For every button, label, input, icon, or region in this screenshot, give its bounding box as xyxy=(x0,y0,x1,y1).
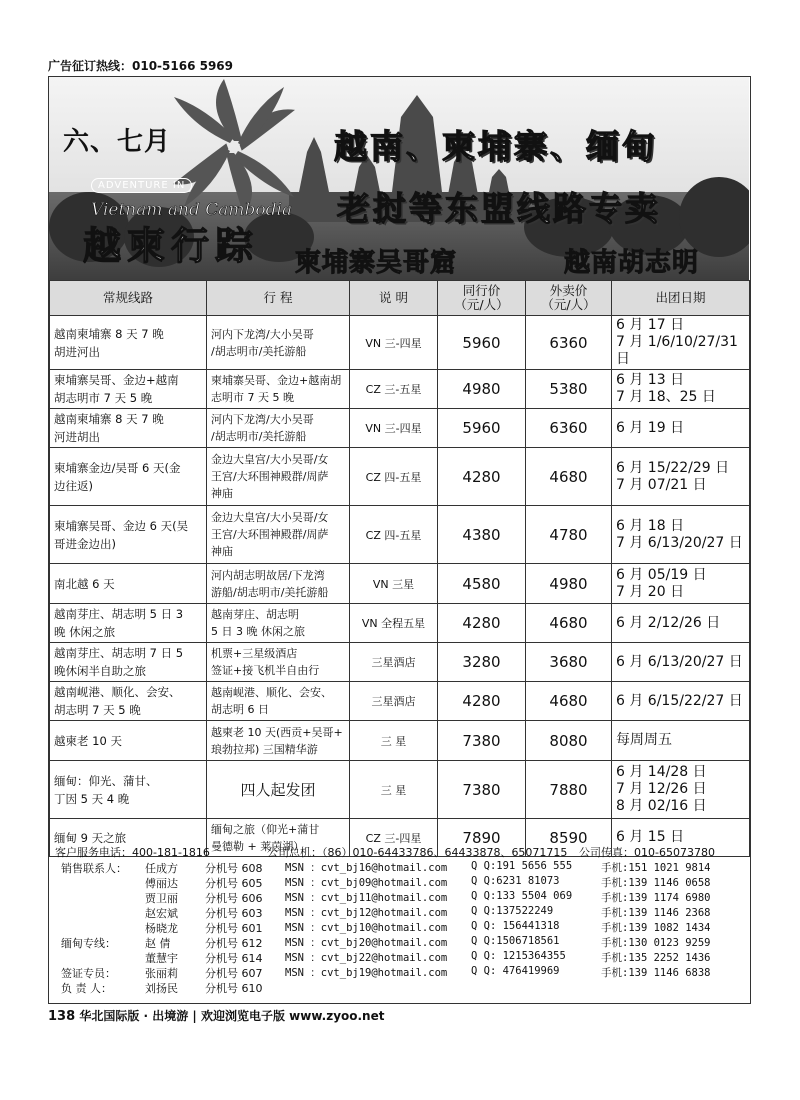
contact-name: 赵宏斌 xyxy=(145,907,178,920)
company-phones xyxy=(49,844,749,859)
contact-msn: MSN ：cvt_bj10@hotmail.com xyxy=(285,922,448,934)
contact-ext: 分机号 607 xyxy=(205,967,263,980)
sales-label: 销售联系人： xyxy=(61,862,127,875)
contact-msn: MSN ：cvt_bj12@hotmail.com xyxy=(285,907,448,919)
contact-name: 杨晓龙 xyxy=(145,922,178,935)
contact-mobile: 手机:151 1021 9814 xyxy=(601,862,711,874)
contact-ext: 分机号 612 xyxy=(205,937,263,950)
contact-msn: MSN ：cvt_bj09@hotmail.com xyxy=(285,877,448,889)
table-row: 越南岘港、顺化、会安、 胡志明 7 天 5 晚 越南岘港、顺化、会安、 胡志明 6 日 三星酒店 4280 4680 6 月 6/15/22/27 日 xyxy=(50,682,750,721)
myanmar-label: 缅甸专线： xyxy=(61,937,116,950)
contact-qq: Q Q:6231 81073 xyxy=(471,875,560,887)
fax: 公司传真：010-65073780 xyxy=(579,846,715,859)
contact-row xyxy=(49,875,749,890)
contact-ext: 分机号 601 xyxy=(205,922,263,935)
table-row: 越南柬埔寨 8 天 7 晚 胡进河出 河内下龙湾/大小吴哥 /胡志明市/美托游船 VN 三-四星 5960 6360 6 月 17 日 7 月 1/6/10/27/31 日 xyxy=(50,316,750,370)
footer-text: 华北国际版 · 出境游 | 欢迎浏览电子版 www.zyoo.net xyxy=(79,1009,385,1023)
header-itinerary: 行 程 xyxy=(207,281,350,316)
contact-ext: 分机号 605 xyxy=(205,877,263,890)
visa-label: 签证专员： xyxy=(61,967,116,980)
table-header-row xyxy=(50,281,750,316)
contact-mobile: 手机:135 2252 1436 xyxy=(601,952,711,964)
contact-mobile: 手机:139 1146 0658 xyxy=(601,877,711,889)
contact-row xyxy=(49,860,749,875)
table-row: 缅甸：仰光、蒲甘、 丁因 5 天 4 晚 四人起发团 三 星 7380 7880 6 月 14/28 日 7 月 12/26 日 8 月 02/16 日 xyxy=(50,761,750,819)
contact-name: 刘扬民 xyxy=(145,982,178,995)
header-dates: 出团日期 xyxy=(612,281,750,316)
adventure-badge: ADVENTURE IN xyxy=(91,178,192,193)
contact-row xyxy=(49,935,749,950)
contact-row xyxy=(49,905,749,920)
table-row: 越南芽庄、胡志明 7 日 5 晚休闲半自助之旅 机票+三星级酒店 签证+接飞机半自由行 三星酒店 3280 3680 6 月 6/13/20/27 日 xyxy=(50,643,750,682)
contact-qq: Q Q: 476419969 xyxy=(471,965,560,977)
contact-mobile: 手机:139 1146 6838 xyxy=(601,967,711,979)
contact-name: 任成方 xyxy=(145,862,178,875)
contact-row xyxy=(49,950,749,965)
contact-ext: 分机号 614 xyxy=(205,952,263,965)
sunburst-logo xyxy=(166,79,302,215)
contact-qq: Q Q:137522249 xyxy=(471,905,554,917)
main-line: 公司总机：（86）010-64433786、64433878、65071715 xyxy=(267,846,568,859)
contact-mobile: 手机:130 0123 9259 xyxy=(601,937,711,949)
contact-name: 张丽莉 xyxy=(145,967,178,980)
contact-row xyxy=(49,965,749,980)
route-price-table xyxy=(49,280,750,857)
contact-qq: Q Q:191 5656 555 xyxy=(471,860,573,872)
contact-qq: Q Q:133 5504 069 xyxy=(471,890,573,902)
page-footer xyxy=(48,1007,384,1024)
contact-ext: 分机号 610 xyxy=(205,982,263,995)
contact-msn: MSN ：cvt_bj20@hotmail.com xyxy=(285,937,448,949)
header-trade-price: 同行价 （元/人） xyxy=(438,281,526,316)
table-row: 缅甸 9 天之旅 缅甸之旅（仰光+蒲甘 曼德勒 + 莱茵湖） CZ 三-四星 7890 8590 6 月 15 日 xyxy=(50,819,750,857)
subtitle-hochiminh: 越南胡志明 xyxy=(564,248,700,278)
header-route: 常规线路 xyxy=(50,281,207,316)
header-note: 说 明 xyxy=(350,281,438,316)
contact-row xyxy=(49,980,749,995)
contact-msn: MSN ：cvt_bj19@hotmail.com xyxy=(285,967,448,979)
table-row: 柬埔寨吴哥、金边+越南 胡志明市 7 天 5 晚 柬埔寨吴哥、金边+越南胡 志明市 7 天 5 晚 CZ 三-五星 4980 5380 6 月 13 日 7 月 18、25 日 xyxy=(50,370,750,409)
page-frame xyxy=(48,76,751,1004)
service-phone: 客户服务电话：400-181-1816 xyxy=(55,846,210,859)
contact-name: 董慧宇 xyxy=(145,952,178,965)
contact-row xyxy=(49,920,749,935)
headline-destinations: 越南、柬埔寨、缅甸 xyxy=(334,127,658,166)
contact-qq: Q Q: 1215364355 xyxy=(471,950,566,962)
month-label: 六、七月 xyxy=(63,127,172,157)
contact-mobile: 手机:139 1146 2368 xyxy=(601,907,711,919)
contact-qq: Q Q: 156441318 xyxy=(471,920,560,932)
contact-qq: Q Q:1506718561 xyxy=(471,935,560,947)
brand-logo-text: 越柬行踪 xyxy=(83,224,260,268)
contact-mobile: 手机:139 1082 1434 xyxy=(601,922,711,934)
table-row: 南北越 6 天 河内胡志明故居/下龙湾 游船/胡志明市/美托游船 VN 三星 4580 4980 6 月 05/19 日 7 月 20 日 xyxy=(50,564,750,604)
contact-row xyxy=(49,890,749,905)
contact-name: 傅丽达 xyxy=(145,877,178,890)
header-retail-price: 外卖价 （元/人） xyxy=(526,281,612,316)
banner xyxy=(49,77,749,281)
contact-name: 赵 倩 xyxy=(145,937,171,950)
headline-specialty: 老挝等东盟线路专卖 xyxy=(337,189,661,228)
manager-label: 负 责 人： xyxy=(61,982,112,995)
table-row: 越南柬埔寨 8 天 7 晚 河进胡出 河内下龙湾/大小吴哥 /胡志明市/美托游船 VN 三-四星 5960 6360 6 月 19 日 xyxy=(50,409,750,448)
contact-ext: 分机号 603 xyxy=(205,907,263,920)
contact-msn: MSN ：cvt_bj11@hotmail.com xyxy=(285,892,448,904)
ad-hotline: 广告征订热线：010-5166 5969 xyxy=(48,59,234,73)
contact-msn: MSN ：cvt_bj16@hotmail.com xyxy=(285,862,448,874)
table-row: 柬埔寨吴哥、金边 6 天(吴 哥进金边出) 金边大皇宫/大小吴哥/女 王宫/大环围神殿群/周萨 神庙 CZ 四-五星 4380 4780 6 月 18 日 7 月 6/13/20/27 日 xyxy=(50,506,750,564)
table-row: 越柬老 10 天 越柬老 10 天(西贡+吴哥+ 琅勃拉邦) 三国精华游 三 星 7380 8080 每周周五 xyxy=(50,721,750,761)
vietnam-cambodia-script: Vietnam and Cambodia xyxy=(91,200,293,220)
contact-ext: 分机号 608 xyxy=(205,862,263,875)
subtitle-angkor: 柬埔寨吴哥窟 xyxy=(295,248,458,278)
contact-ext: 分机号 606 xyxy=(205,892,263,905)
contact-mobile: 手机:139 1174 6980 xyxy=(601,892,711,904)
page-number: 138 xyxy=(48,1009,76,1024)
contact-msn: MSN ：cvt_bj22@hotmail.com xyxy=(285,952,448,964)
table-row: 柬埔寨金边/吴哥 6 天(金 边往返) 金边大皇宫/大小吴哥/女 王宫/大环围神殿群/周萨 神庙 CZ 四-五星 4280 4680 6 月 15/22/29 日 7 月 07/21 日 xyxy=(50,448,750,506)
contact-name: 贾卫丽 xyxy=(145,892,178,905)
table-row: 越南芽庄、胡志明 5 日 3 晚 休闲之旅 越南芽庄、胡志明 5 日 3 晚 休闲之旅 VN 全程五星 4280 4680 6 月 2/12/26 日 xyxy=(50,604,750,643)
